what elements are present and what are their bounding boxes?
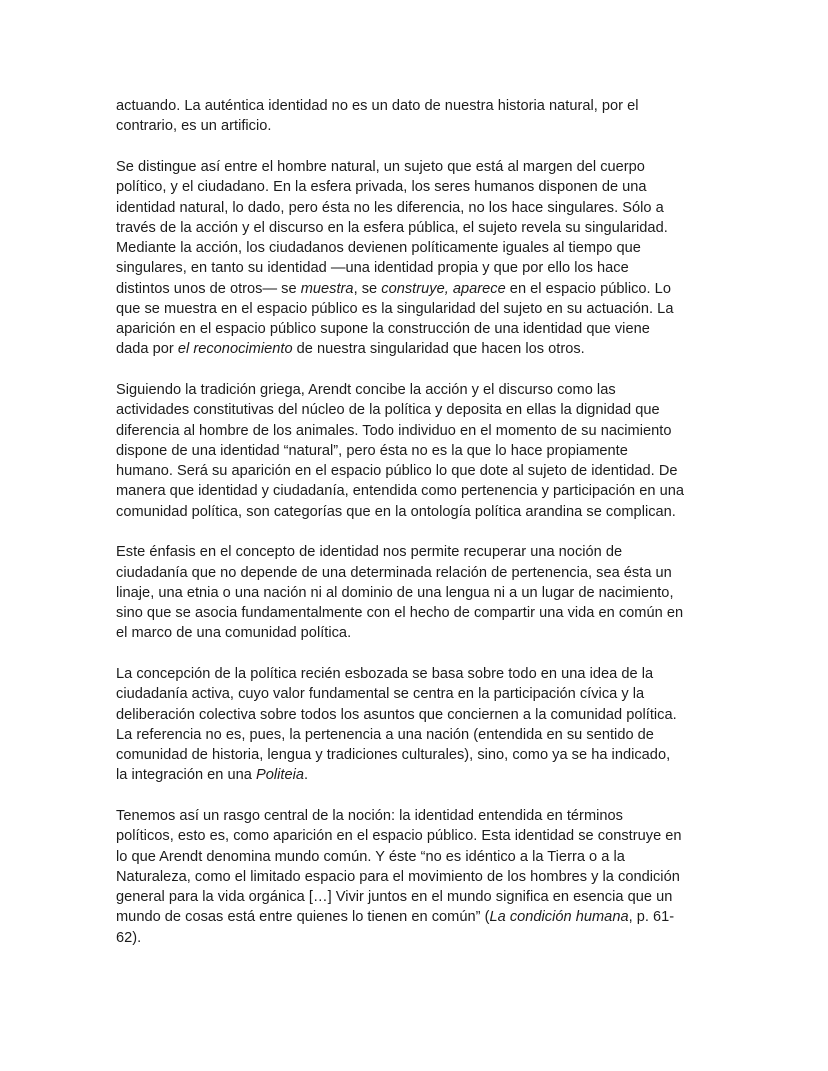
text-run: linaje, una etnia o una nación ni al dominio de una lengua ni a un lugar de nacimiento, — [116, 584, 674, 601]
text-line — [116, 705, 716, 725]
text-run: Naturaleza, como el limitado espacio para el movimiento de los hombres y la condición — [116, 868, 680, 885]
text-run: político, y el ciudadano. En la esfera privada, los seres humanos disponen de una — [116, 179, 647, 196]
text-run: diferencia al hombre de los animales. Todo individuo en el momento de su nacimiento — [116, 422, 672, 439]
text-line — [116, 867, 716, 887]
body-paragraph — [116, 157, 716, 360]
text-run: políticos, esto es, como aparición en el espacio público. Esta identidad se construye en — [116, 828, 682, 845]
text-line — [116, 319, 716, 339]
text-line — [116, 116, 716, 136]
text-run: actividades constitutivas del núcleo de la política y deposita en ellas la dignidad que — [116, 402, 660, 419]
text-run: Siguiendo la tradición griega, Arendt concibe la acción y el discurso como las — [116, 382, 616, 398]
text-run: aparición en el espacio público supone la construcción de una identidad que viene — [116, 321, 650, 337]
text-run: Mediante la acción, los ciudadanos devienen políticamente iguales al tiempo que — [116, 240, 641, 256]
text-line — [116, 765, 716, 785]
text-run: comunidad de historia, lengua y tradiciones culturales), sino, como ya se ha indicado, — [116, 747, 671, 763]
text-line — [116, 339, 716, 359]
text-run: . — [304, 767, 309, 784]
text-line — [116, 806, 716, 826]
text-run: mundo de cosas está entre quienes lo tienen en común” ( — [116, 909, 490, 926]
text-line — [116, 421, 716, 441]
text-line — [116, 928, 716, 948]
text-run: en el espacio público. Lo — [505, 280, 671, 297]
text-line — [116, 258, 716, 278]
text-line — [116, 603, 716, 623]
text-run: general para la vida orgánica […] Vivir juntos en el mundo significa en esencia que un — [116, 889, 673, 905]
text-line — [116, 238, 716, 258]
text-run: identidad natural, lo dado, pero ésta no les diferencia, no los hace singulares. Sólo a — [116, 199, 664, 216]
text-run: deliberación colectiva sobre todos los asuntos que conciernen a la comunidad política. — [116, 706, 677, 723]
text-line — [116, 279, 716, 299]
text-run: actuando. La auténtica identidad no es un dato de nuestra historia natural, por el — [116, 98, 639, 114]
text-line — [116, 380, 716, 400]
text-run: sino que se asocia fundamentalmente con el hecho de compartir una vida en común en — [116, 605, 684, 621]
text-line — [116, 502, 716, 522]
text-line — [116, 583, 716, 603]
text-line — [116, 563, 716, 583]
text-line — [116, 198, 716, 218]
body-paragraph — [116, 380, 716, 522]
text-run: la integración en una — [116, 767, 256, 784]
text-line — [116, 96, 716, 116]
text-line — [116, 887, 716, 907]
italic-text-run: Politeia — [256, 767, 305, 784]
body-paragraph — [116, 806, 716, 948]
text-run: de nuestra singularidad que hacen los otros. — [292, 341, 585, 358]
text-line — [116, 481, 716, 501]
text-line — [116, 623, 716, 643]
text-line — [116, 542, 716, 562]
body-paragraph — [116, 542, 716, 643]
text-run: , p. 61- — [628, 909, 675, 926]
text-run: La referencia no es, pues, la pertenencia a una nación (entendida en su sentido de — [116, 726, 654, 743]
text-line — [116, 218, 716, 238]
text-line — [116, 441, 716, 461]
text-run: contrario, es un artificio. — [116, 118, 272, 135]
text-line — [116, 177, 716, 197]
text-run: Este énfasis en el concepto de identidad nos permite recuperar una noción de — [116, 544, 623, 561]
text-run: ciudadanía que no depende de una determinada relación de pertenencia, sea ésta un — [116, 564, 672, 581]
text-run: ciudadanía activa, cuyo valor fundamental se centra en la participación cívica y la — [116, 686, 645, 703]
text-run: humano. Será su aparición en el espacio público lo que dote al sujeto de identidad. De — [116, 463, 678, 479]
text-run: manera que identidad y ciudadanía, entendida como pertenencia y participación en una — [116, 483, 684, 500]
text-line — [116, 847, 716, 867]
text-run: singulares, en tanto su identidad —una identidad propia y que por ello los hace — [116, 260, 629, 277]
text-run: que se muestra en el espacio público es la singularidad del sujeto en su actuación. La — [116, 300, 674, 317]
italic-text-run: muestra — [300, 280, 354, 297]
text-line — [116, 157, 716, 177]
text-line — [116, 684, 716, 704]
text-run: Tenemos así un rasgo central de la noción: la identidad entendida en términos — [116, 808, 623, 824]
text-run: través de la acción y el discurso en la esfera pública, el sujeto revela su singularidad. — [116, 219, 668, 236]
body-paragraph — [116, 664, 716, 786]
body-paragraph — [116, 96, 716, 137]
text-run: comunidad política, son categorías que en la ontología política arandina se complican. — [116, 503, 676, 520]
italic-text-run: La condición humana — [489, 909, 629, 926]
text-run: 62). — [116, 929, 142, 946]
italic-text-run: el reconocimiento — [177, 341, 293, 358]
text-line — [116, 299, 716, 319]
text-line — [116, 400, 716, 420]
italic-text-run: construye, aparece — [381, 280, 506, 297]
text-line — [116, 907, 716, 927]
text-line — [116, 461, 716, 481]
text-line — [116, 745, 716, 765]
text-run: La concepción de la política recién esbozada se basa sobre todo en una idea de la — [116, 666, 654, 682]
document-page — [116, 96, 716, 968]
text-run: el marco de una comunidad política. — [116, 625, 352, 642]
text-run: Se distingue así entre el hombre natural, un sujeto que está al margen del cuerpo — [116, 159, 645, 175]
text-line — [116, 664, 716, 684]
text-line — [116, 725, 716, 745]
text-run: distintos unos de otros— se — [116, 280, 301, 297]
text-line — [116, 826, 716, 846]
text-run: lo que Arendt denomina mundo común. Y éste “no es idéntico a la Tierra o a la — [116, 848, 625, 865]
text-run: dada por — [116, 341, 178, 358]
text-run: , se — [353, 280, 382, 297]
text-run: dispone de una identidad “natural”, pero ésta no es la que lo hace propiamente — [116, 442, 628, 459]
